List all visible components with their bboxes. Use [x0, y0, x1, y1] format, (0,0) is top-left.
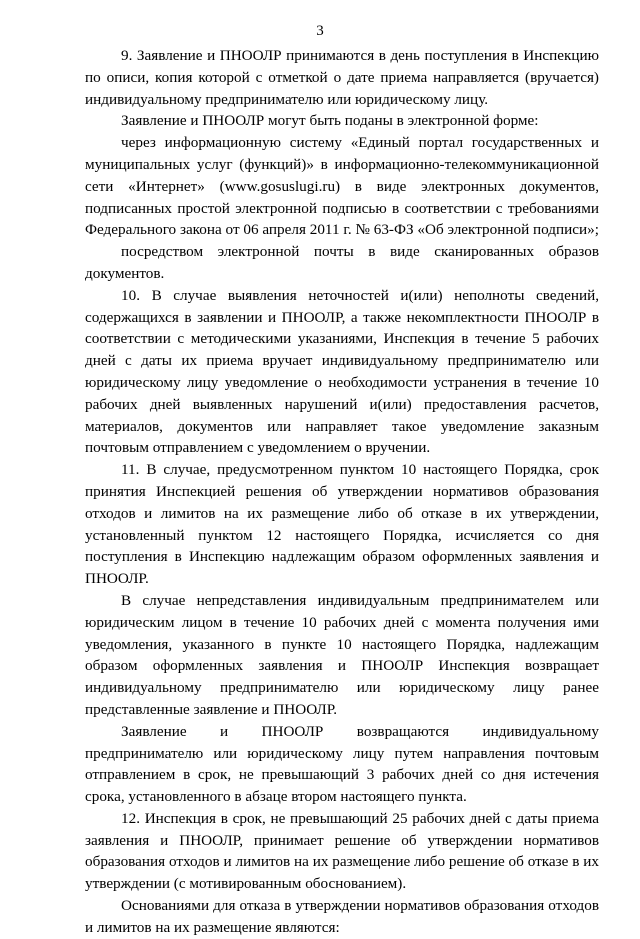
- paragraph-9-receipt: 9. Заявление и ПНООЛР принимаются в день поступления в Инспекцию по описи, копия которой с отметкой о дате приема направляется (вручается) индивидуальному предпринимателю или юридическому лицу.: [85, 47, 599, 108]
- paragraph-electronic-form: Заявление и ПНООЛР могут быть поданы в электронной форме:: [121, 112, 539, 130]
- paragraph-return: Заявление и ПНООЛР возвращаются индивидуальному предпринимателю или юридическому лицу путем направления почтовым отправлением в срок, не превышающий 3 рабочих дней со дня истечения срока, установленного в абзаце втором настоящего пункта.: [85, 722, 599, 806]
- paragraph-12-decision: 12. Инспекция в срок, не превышающий 25 рабочих дней с даты приема заявления и ПНООЛР, принимает решение об утверждении нормативов образования отходов и лимитов на их размещение либо решение об отказе в их утверждении (с мотивированным обоснованием).: [85, 809, 599, 893]
- document-body: [85, 45, 599, 939]
- paragraph-11-term: 11. В случае, предусмотренном пунктом 10 настоящего Порядка, срок принятия Инспекцией решения об утверждении нормативов образования отходов и лимитов на их размещение либо об отказе в их утверждении, установленный пунктом 12 настоящего Порядка, исчисляется со дня поступления в Инспекцию надлежащим образом оформленных заявления и ПНООЛР.: [85, 461, 599, 588]
- paragraph-email: посредством электронной почты в виде сканированных образов документов.: [85, 243, 599, 282]
- paragraph-non-submission: В случае непредставления индивидуальным предпринимателем или юридическим лицом в течение 10 рабочих дней с момента получения ими уведомления, указанного в пункте 10 настоящего Порядка, надлежащим образом оформленных заявления и ПНООЛР Инспекция возвращает индивидуальному предпринимателю или юридическому лицу ранее представленные заявление и ПНООЛР.: [85, 591, 599, 718]
- paragraph-10-inaccuracies: 10. В случае выявления неточностей и(или) неполноты сведений, содержащихся в заявлении и ПНООЛР, а также некомплектности ПНООЛР в соответствии с методическими указаниями, Инспекция в течение 5 рабочих дней с даты их приема вручает индивидуальному предпринимателю или юридическому лицу уведомление о необходимости устранения в течение 10 рабочих дней выявленных нарушений и(или) предоставления расчетов, материалов, документов или направляет такое уведомление заказным почтовым отправлением с уведомлением о вручении.: [85, 286, 599, 457]
- page-number: 3: [316, 23, 324, 39]
- paragraph-gosuslugi: через информационную систему «Единый портал государственных и муниципальных услуг (функций)» в информационно-телекоммуникационной сети «Интернет» (www.gosuslugi.ru) в виде электронных документов, подписанных простой электронной подписью в соответствии с требованиями Федерального закона от 06 апреля 2011 г. № 63-ФЗ «Об электронной подписи»;: [85, 134, 599, 239]
- paragraph-refusal-grounds: Основаниями для отказа в утверждении нормативов образования отходов и лимитов на их размещение являются:: [85, 897, 599, 936]
